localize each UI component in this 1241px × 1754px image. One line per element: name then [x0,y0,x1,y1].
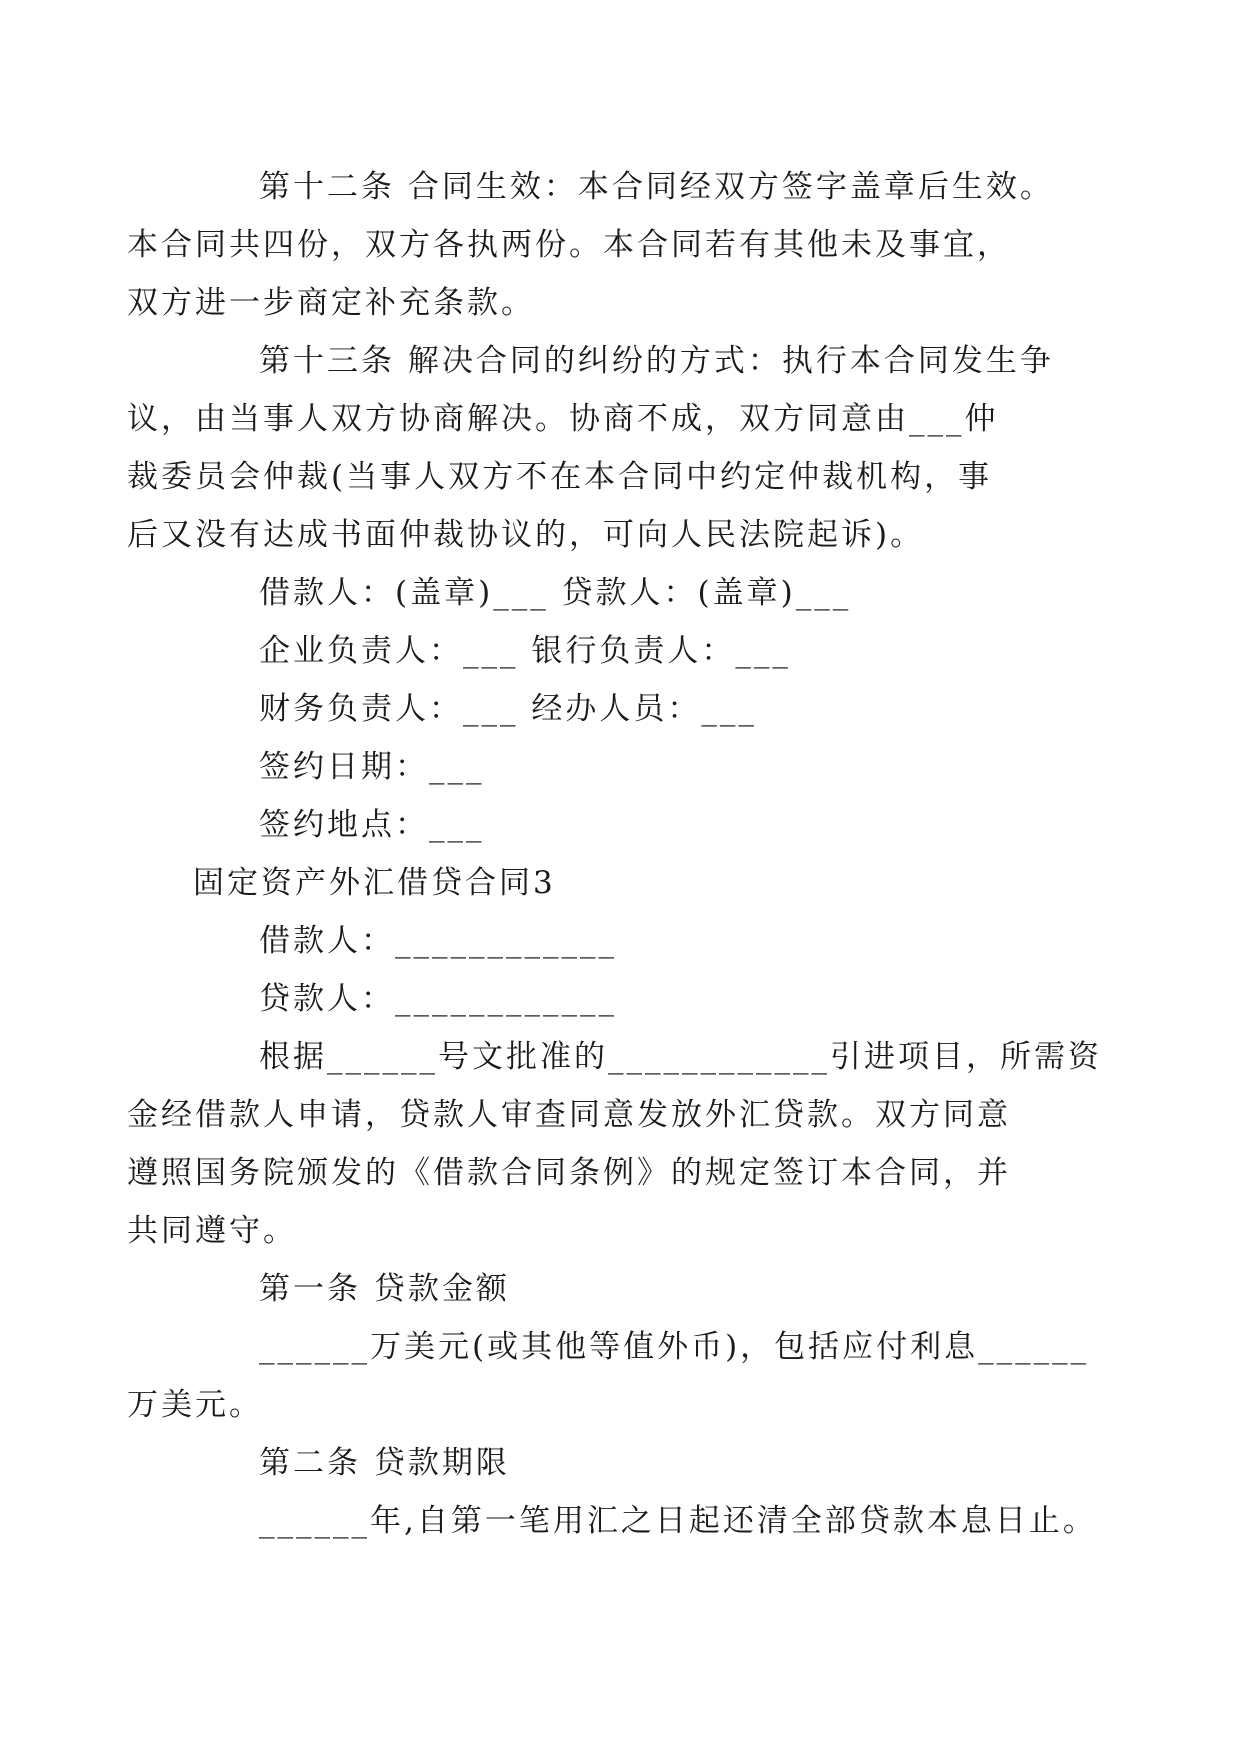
document-body [127,158,1102,1550]
text-line: 第十三条 解决合同的纠纷的方式：执行本合同发生争 [259,343,1054,379]
signature-borrower-lender [193,564,1073,622]
borrower-field [193,912,1073,970]
text-line: 根据______号文批准的____________引进项目，所需资 [259,1039,1102,1075]
article-2-heading [193,1434,1073,1492]
paragraph-preamble [127,1028,1102,1260]
text-line: 双方进一步商定补充条款。 [127,285,535,321]
text-line: 共同遵守。 [127,1213,297,1249]
signing-date [193,738,1073,796]
signature-finance-handler [193,680,1073,738]
text-line: 财务负责人：___ 经办人员：___ [259,691,757,727]
contract-title [193,854,1073,912]
text-line: 遵照国务院颁发的《借款合同条例》的规定签订本合同，并 [127,1155,1011,1191]
paragraph-loan-amount [127,1318,1090,1434]
paragraph-article-13 [127,332,1073,564]
article-1-heading [193,1260,1073,1318]
text-line: 金经借款人申请，贷款人审查同意发放外汇贷款。双方同意 [127,1097,1011,1133]
text-line: 第一条 贷款金额 [259,1271,510,1307]
text-line: 第十二条 合同生效：本合同经双方签字盖章后生效。 [259,169,1054,205]
text-line: 签约日期：___ [259,749,485,785]
text-line: 企业负责人：___ 银行负责人：___ [259,633,791,669]
signing-place [193,796,1073,854]
paragraph-loan-term [193,1492,1097,1550]
text-line: 固定资产外汇借贷合同3 [193,865,556,901]
signature-enterprise-bank-head [193,622,1073,680]
text-line: ______万美元(或其他等值外币)，包括应付利息______ [259,1329,1090,1365]
text-line: 签约地点：___ [259,807,485,843]
text-line: 万美元。 [127,1387,263,1423]
text-line: 借款人：(盖章)___ 贷款人：(盖章)___ [259,575,852,611]
lender-field [193,970,1073,1028]
text-line: ______年,自第一笔用汇之日起还清全部贷款本息日止。 [259,1503,1097,1539]
paragraph-article-12 [127,158,1073,332]
text-line: 贷款人：____________ [259,981,617,1017]
text-line: 后又没有达成书面仲裁协议的，可向人民法院起诉)。 [127,517,925,553]
text-line: 本合同共四份，双方各执两份。本合同若有其他未及事宜， [127,227,1011,263]
text-line: 裁委员会仲裁(当事人双方不在本合同中约定仲裁机构，事 [127,459,993,495]
text-line: 第二条 贷款期限 [259,1445,510,1481]
text-line: 借款人：____________ [259,923,617,959]
text-line: 议，由当事人双方协商解决。协商不成，双方同意由___仲 [127,401,999,437]
